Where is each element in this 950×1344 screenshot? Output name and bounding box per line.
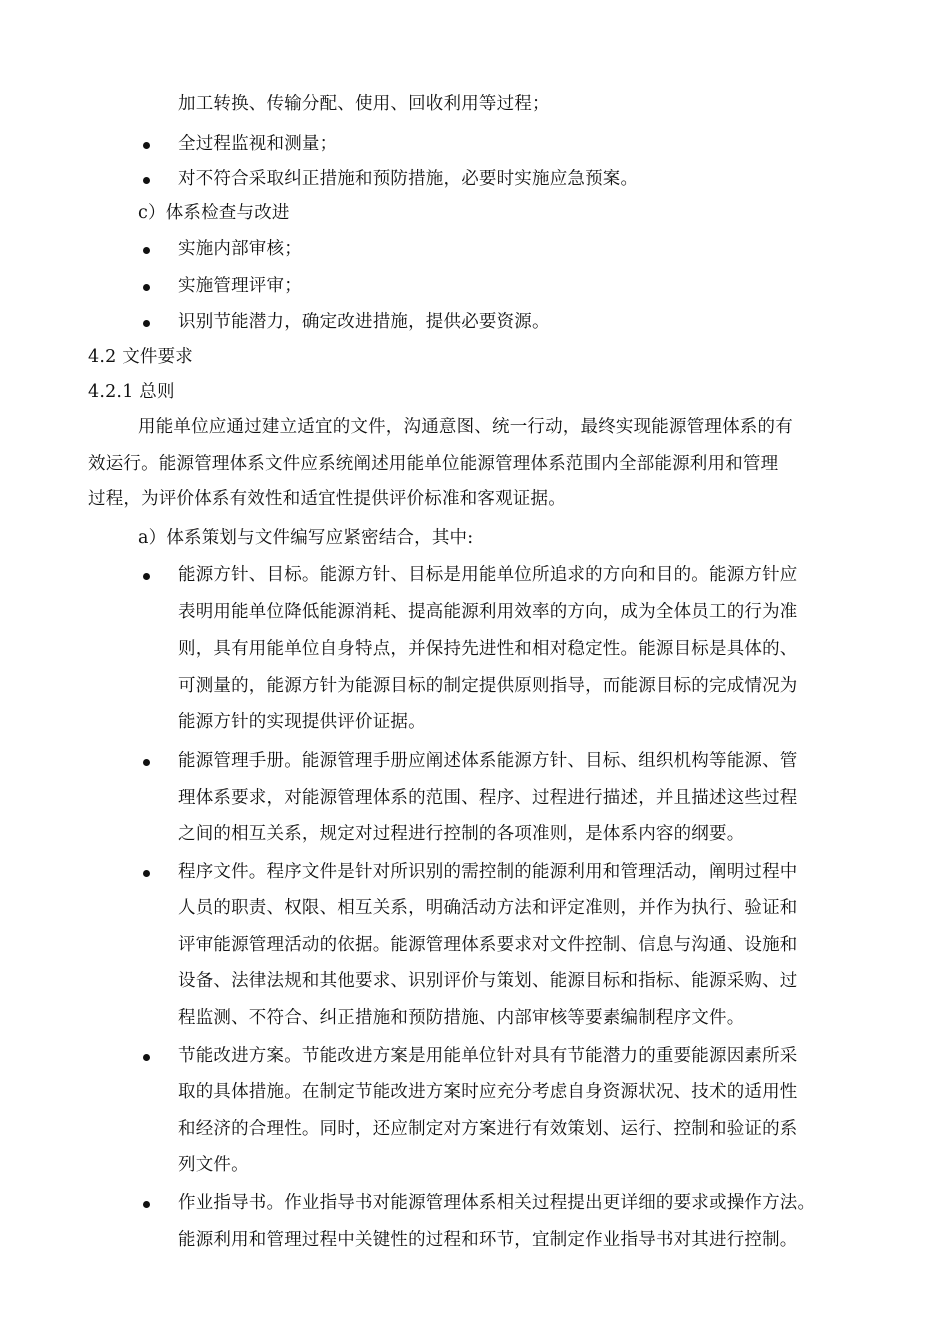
paragraph-line: 过程，为评价体系有效性和适宜性提供评价标准和客观证据。 — [88, 489, 566, 509]
list-item-line: 表明用能单位降低能源消耗、提高能源利用效率的方向，成为全体员工的行为准 — [178, 602, 798, 622]
list-item-line: 程序文件。程序文件是针对所识别的需控制的能源利用和管理活动，阐明过程中 — [178, 862, 798, 882]
bullet-dot — [143, 247, 150, 254]
list-item-line: 能源方针、目标。能源方针、目标是用能单位所追求的方向和目的。能源方针应 — [178, 565, 798, 585]
bullet-dot — [143, 1054, 150, 1061]
bullet-dot — [143, 870, 150, 877]
list-item-line: 能源利用和管理过程中关键性的过程和环节，宜制定作业指导书对其进行控制。 — [178, 1230, 798, 1250]
list-item-line: 评审能源管理活动的依据。能源管理体系要求对文件控制、信息与沟通、设施和 — [178, 935, 798, 955]
subheading-c: c）体系检查与改进 — [138, 203, 290, 223]
list-item-line: 作业指导书。作业指导书对能源管理体系相关过程提出更详细的要求或操作方法。 — [178, 1193, 816, 1213]
bullet-text: 实施管理评审； — [178, 276, 302, 296]
list-item-line: 程监测、不符合、纠正措施和预防措施、内部审核等要素编制程序文件。 — [178, 1008, 745, 1028]
subheading-a: a）体系策划与文件编写应紧密结合，其中: — [138, 528, 474, 548]
list-item-line: 列文件。 — [178, 1155, 249, 1175]
list-item-line: 能源管理手册。能源管理手册应阐述体系能源方针、目标、组织机构等能源、管 — [178, 751, 798, 771]
bullet-text: 全过程监视和测量； — [178, 134, 338, 154]
list-item-line: 理体系要求，对能源管理体系的范围、程序、过程进行描述，并且描述这些过程 — [178, 788, 798, 808]
bullet-text: 实施内部审核； — [178, 239, 302, 259]
text-line: 加工转换、传输分配、使用、回收利用等过程； — [178, 94, 550, 114]
bullet-text: 识别节能潜力，确定改进措施，提供必要资源。 — [178, 312, 550, 332]
bullet-dot — [143, 1201, 150, 1208]
paragraph-line: 用能单位应通过建立适宜的文件，沟通意图、统一行动，最终实现能源管理体系的有 — [138, 417, 793, 437]
section-heading-4-2-1: 4.2.1 总则 — [88, 382, 175, 402]
list-item-line: 节能改进方案。节能改进方案是用能单位针对具有节能潜力的重要能源因素所采 — [178, 1046, 798, 1066]
bullet-text: 对不符合采取纠正措施和预防措施，必要时实施应急预案。 — [178, 169, 639, 189]
bullet-dot — [143, 759, 150, 766]
bullet-dot — [143, 142, 150, 149]
list-item-line: 则，具有用能单位自身特点，并保持先进性和相对稳定性。能源目标是具体的、 — [178, 639, 798, 659]
list-item-line: 和经济的合理性。同时，还应制定对方案进行有效策划、运行、控制和验证的系 — [178, 1119, 798, 1139]
list-item-line: 设备、法律法规和其他要求、识别评价与策划、能源目标和指标、能源采购、过 — [178, 971, 798, 991]
paragraph-line: 效运行。能源管理体系文件应系统阐述用能单位能源管理体系范围内全部能源利用和管理 — [88, 454, 779, 474]
bullet-dot — [143, 320, 150, 327]
list-item-line: 之间的相互关系，规定对过程进行控制的各项准则，是体系内容的纲要。 — [178, 824, 745, 844]
bullet-dot — [143, 284, 150, 291]
list-item-line: 可测量的，能源方针为能源目标的制定提供原则指导，而能源目标的完成情况为 — [178, 676, 798, 696]
list-item-line: 取的具体措施。在制定节能改进方案时应充分考虑自身资源状况、技术的适用性 — [178, 1082, 798, 1102]
section-heading-4-2: 4.2 文件要求 — [88, 347, 193, 367]
list-item-line: 人员的职责、权限、相互关系，明确活动方法和评定准则，并作为执行、验证和 — [178, 898, 798, 918]
bullet-dot — [143, 573, 150, 580]
bullet-dot — [143, 177, 150, 184]
list-item-line: 能源方针的实现提供评价证据。 — [178, 712, 426, 732]
